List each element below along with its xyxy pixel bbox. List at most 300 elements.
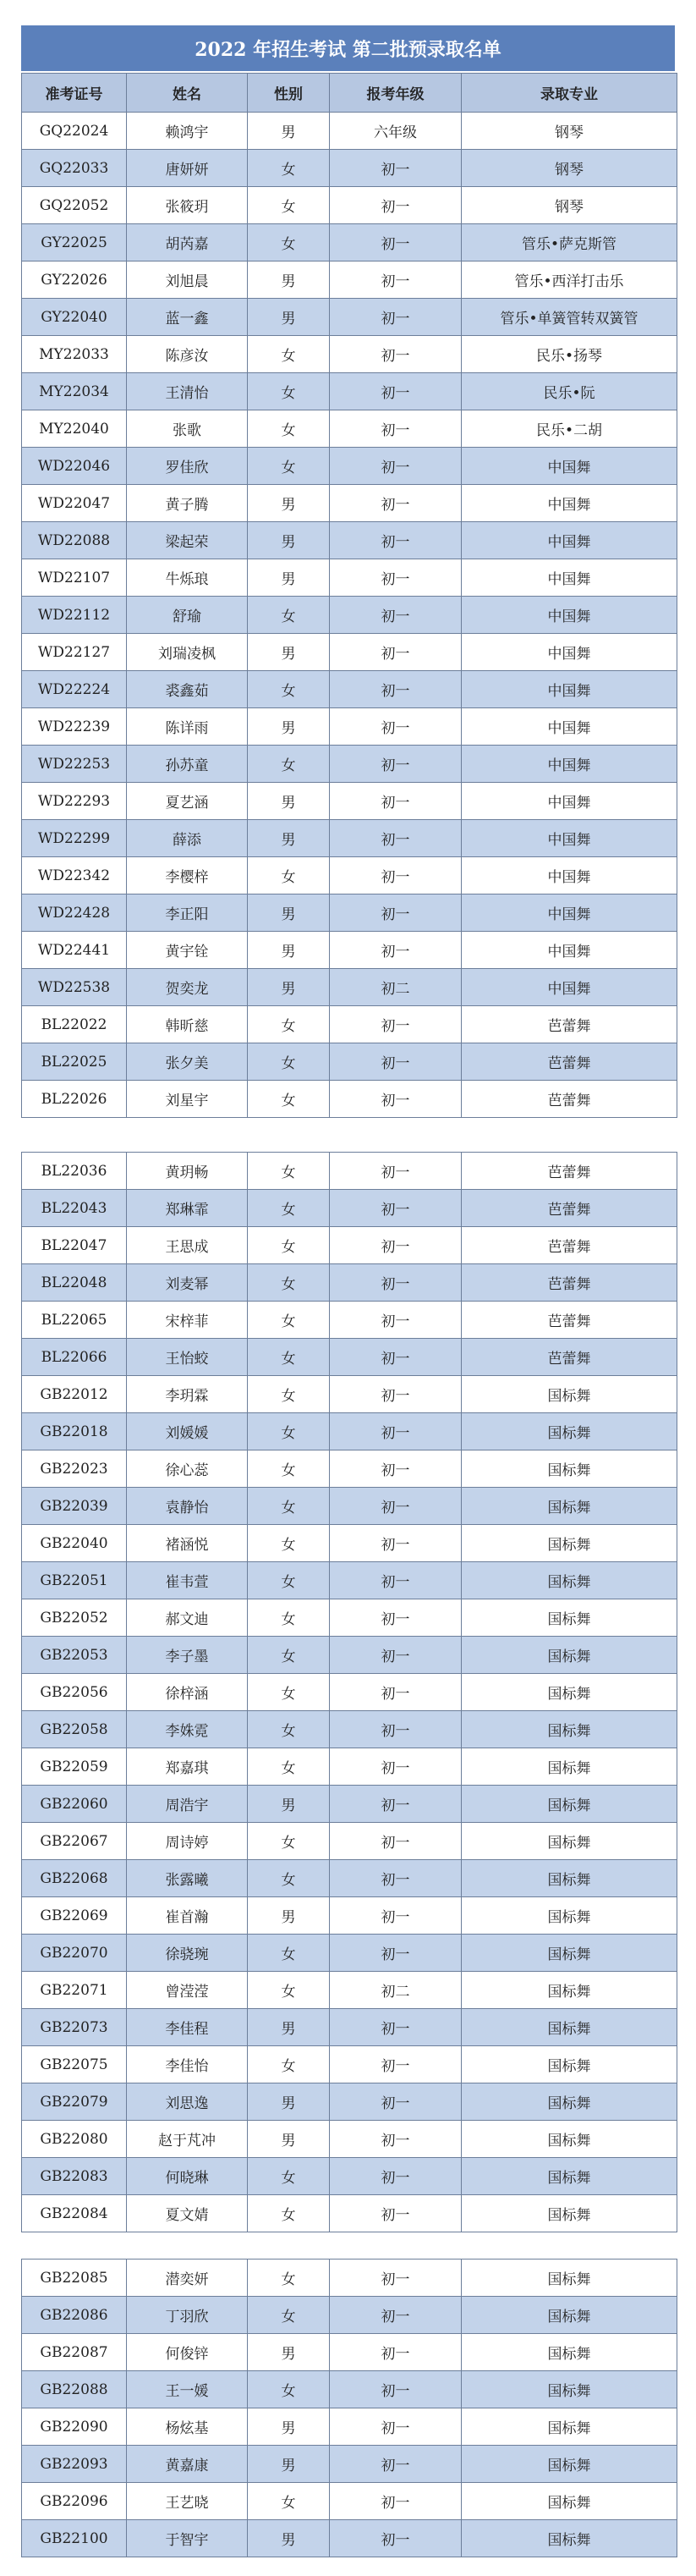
cell-gender: 男	[248, 634, 330, 671]
cell-gender: 男	[248, 969, 330, 1006]
cell-exam-number: WD22107	[22, 559, 127, 597]
cell-name: 于智宇	[127, 2520, 248, 2557]
cell-exam-number: WD22046	[22, 448, 127, 485]
cell-major: 国标舞	[462, 1525, 677, 1562]
table-row	[22, 2158, 677, 2195]
cell-gender: 女	[248, 1562, 330, 1599]
cell-gender: 女	[248, 2483, 330, 2520]
cell-name: 李姝霓	[127, 1711, 248, 1748]
cell-gender: 女	[248, 2371, 330, 2408]
cell-exam-number: GB22069	[22, 1897, 127, 1935]
cell-exam-number: WD22239	[22, 708, 127, 746]
cell-gender: 女	[248, 2195, 330, 2232]
table-row	[22, 299, 677, 336]
cell-grade: 初一	[330, 2046, 462, 2083]
cell-major: 国标舞	[462, 2334, 677, 2371]
cell-exam-number: GB22070	[22, 1935, 127, 1972]
cell-exam-number: BL22043	[22, 1190, 127, 1227]
cell-exam-number: GB22080	[22, 2121, 127, 2158]
cell-exam-number: BL22026	[22, 1081, 127, 1118]
cell-major: 国标舞	[462, 1748, 677, 1786]
cell-name: 黄子腾	[127, 485, 248, 522]
cell-major: 国标舞	[462, 1972, 677, 2009]
table-row	[22, 1711, 677, 1748]
cell-gender: 女	[248, 1711, 330, 1748]
cell-exam-number: GB22093	[22, 2446, 127, 2483]
cell-grade: 初一	[330, 820, 462, 857]
table-row	[22, 2297, 677, 2334]
cell-grade: 初一	[330, 2009, 462, 2046]
table-row	[22, 1599, 677, 1637]
cell-grade: 初一	[330, 1339, 462, 1376]
cell-exam-number: MY22033	[22, 336, 127, 373]
cell-exam-number: GY22025	[22, 224, 127, 261]
table-row	[22, 894, 677, 932]
table-row	[22, 1935, 677, 1972]
cell-grade: 初一	[330, 746, 462, 783]
cell-name: 褚涵悦	[127, 1525, 248, 1562]
cell-name: 王清怡	[127, 373, 248, 410]
cell-gender: 女	[248, 1637, 330, 1674]
cell-grade: 初一	[330, 1599, 462, 1637]
cell-grade: 初一	[330, 1006, 462, 1043]
cell-name: 薛添	[127, 820, 248, 857]
cell-grade: 六年级	[330, 113, 462, 150]
cell-major: 芭蕾舞	[462, 1302, 677, 1339]
cell-name: 周浩宇	[127, 1786, 248, 1823]
cell-gender: 男	[248, 1786, 330, 1823]
cell-grade: 初一	[330, 224, 462, 261]
table-row	[22, 1860, 677, 1897]
cell-major: 国标舞	[462, 1860, 677, 1897]
table-row	[22, 373, 677, 410]
table-row	[22, 857, 677, 894]
cell-major: 中国舞	[462, 932, 677, 969]
cell-gender: 女	[248, 1972, 330, 2009]
column-header-name: 姓名	[127, 74, 248, 113]
cell-gender: 男	[248, 559, 330, 597]
cell-major: 国标舞	[462, 1562, 677, 1599]
cell-exam-number: WD22299	[22, 820, 127, 857]
table-row	[22, 783, 677, 820]
cell-gender: 男	[248, 261, 330, 299]
table-row	[22, 708, 677, 746]
cell-name: 张筱玥	[127, 187, 248, 224]
cell-name: 黄玥畅	[127, 1153, 248, 1190]
table-row	[22, 2334, 677, 2371]
cell-grade: 初一	[330, 2520, 462, 2557]
cell-name: 牛烁琅	[127, 559, 248, 597]
cell-exam-number: GB22088	[22, 2371, 127, 2408]
cell-major: 芭蕾舞	[462, 1227, 677, 1264]
table-row	[22, 2520, 677, 2557]
cell-major: 民乐•阮	[462, 373, 677, 410]
cell-major: 国标舞	[462, 1711, 677, 1748]
cell-name: 张夕美	[127, 1043, 248, 1081]
cell-major: 中国舞	[462, 522, 677, 559]
cell-major: 国标舞	[462, 2297, 677, 2334]
table-row	[22, 522, 677, 559]
cell-grade: 初一	[330, 336, 462, 373]
cell-name: 王艺晓	[127, 2483, 248, 2520]
cell-name: 杨炫基	[127, 2408, 248, 2446]
cell-gender: 男	[248, 708, 330, 746]
table-row	[22, 1376, 677, 1413]
cell-name: 宋梓菲	[127, 1302, 248, 1339]
table-body-part-1	[22, 113, 677, 1118]
cell-gender: 男	[248, 2446, 330, 2483]
table-header-row	[22, 74, 677, 113]
cell-grade: 初一	[330, 1227, 462, 1264]
cell-name: 郑琳霏	[127, 1190, 248, 1227]
cell-grade: 初一	[330, 299, 462, 336]
cell-gender: 女	[248, 150, 330, 187]
table-row	[22, 2195, 677, 2232]
cell-exam-number: GB22073	[22, 2009, 127, 2046]
cell-major: 国标舞	[462, 2371, 677, 2408]
cell-exam-number: GB22068	[22, 1860, 127, 1897]
cell-major: 国标舞	[462, 1674, 677, 1711]
cell-grade: 初一	[330, 1897, 462, 1935]
cell-name: 崔韦萱	[127, 1562, 248, 1599]
cell-major: 国标舞	[462, 2158, 677, 2195]
column-header-gender: 性别	[248, 74, 330, 113]
cell-grade: 初一	[330, 1450, 462, 1488]
table-row	[22, 2009, 677, 2046]
cell-exam-number: GB22051	[22, 1562, 127, 1599]
cell-name: 李正阳	[127, 894, 248, 932]
cell-name: 崔首瀚	[127, 1897, 248, 1935]
table-row	[22, 1081, 677, 1118]
cell-exam-number: WD22253	[22, 746, 127, 783]
cell-grade: 初一	[330, 187, 462, 224]
cell-major: 中国舞	[462, 559, 677, 597]
cell-exam-number: GB22012	[22, 1376, 127, 1413]
cell-name: 黄宇铨	[127, 932, 248, 969]
table-row	[22, 1339, 677, 1376]
cell-gender: 女	[248, 1748, 330, 1786]
table-row	[22, 634, 677, 671]
table-row	[22, 2446, 677, 2483]
cell-grade: 初一	[330, 1302, 462, 1339]
cell-exam-number: WD22342	[22, 857, 127, 894]
cell-grade: 初一	[330, 261, 462, 299]
table-row	[22, 746, 677, 783]
cell-name: 王怡蛟	[127, 1339, 248, 1376]
cell-grade: 初一	[330, 2334, 462, 2371]
cell-exam-number: GB22040	[22, 1525, 127, 1562]
cell-gender: 女	[248, 2297, 330, 2334]
cell-gender: 男	[248, 894, 330, 932]
cell-major: 中国舞	[462, 894, 677, 932]
cell-grade: 初一	[330, 1748, 462, 1786]
cell-name: 袁静怡	[127, 1488, 248, 1525]
table-row	[22, 1562, 677, 1599]
cell-major: 钢琴	[462, 187, 677, 224]
cell-gender: 女	[248, 224, 330, 261]
cell-major: 国标舞	[462, 1488, 677, 1525]
cell-grade: 初一	[330, 1525, 462, 1562]
cell-grade: 初一	[330, 1376, 462, 1413]
cell-gender: 女	[248, 2260, 330, 2297]
cell-major: 芭蕾舞	[462, 1006, 677, 1043]
table-row	[22, 1637, 677, 1674]
cell-grade: 初一	[330, 708, 462, 746]
cell-grade: 初一	[330, 2083, 462, 2121]
table-row	[22, 1302, 677, 1339]
admission-table-part-3	[21, 2259, 677, 2557]
cell-name: 李佳怡	[127, 2046, 248, 2083]
table-row	[22, 410, 677, 448]
cell-gender: 女	[248, 1599, 330, 1637]
cell-gender: 男	[248, 522, 330, 559]
cell-exam-number: GB22059	[22, 1748, 127, 1786]
cell-major: 中国舞	[462, 746, 677, 783]
cell-grade: 初一	[330, 671, 462, 708]
cell-gender: 男	[248, 783, 330, 820]
cell-name: 夏文婧	[127, 2195, 248, 2232]
column-header-exam-number: 准考证号	[22, 74, 127, 113]
cell-name: 蓝一鑫	[127, 299, 248, 336]
cell-gender: 女	[248, 187, 330, 224]
cell-exam-number: GB22096	[22, 2483, 127, 2520]
cell-exam-number: GY22026	[22, 261, 127, 299]
cell-exam-number: MY22034	[22, 373, 127, 410]
cell-grade: 初一	[330, 597, 462, 634]
cell-gender: 女	[248, 1043, 330, 1081]
cell-grade: 初一	[330, 410, 462, 448]
cell-exam-number: WD22224	[22, 671, 127, 708]
cell-exam-number: GB22056	[22, 1674, 127, 1711]
cell-name: 徐梓涵	[127, 1674, 248, 1711]
table-row	[22, 113, 677, 150]
cell-grade: 初一	[330, 783, 462, 820]
cell-major: 中国舞	[462, 448, 677, 485]
cell-name: 李玥霖	[127, 1376, 248, 1413]
cell-grade: 初一	[330, 2483, 462, 2520]
cell-major: 国标舞	[462, 2408, 677, 2446]
cell-grade: 初一	[330, 559, 462, 597]
cell-exam-number: MY22040	[22, 410, 127, 448]
cell-exam-number: GB22087	[22, 2334, 127, 2371]
table-row	[22, 1006, 677, 1043]
cell-major: 芭蕾舞	[462, 1264, 677, 1302]
cell-grade: 初一	[330, 1674, 462, 1711]
cell-name: 刘星宇	[127, 1081, 248, 1118]
cell-gender: 女	[248, 1302, 330, 1339]
table-row	[22, 1525, 677, 1562]
cell-gender: 女	[248, 1227, 330, 1264]
cell-major: 国标舞	[462, 1897, 677, 1935]
table-row	[22, 187, 677, 224]
cell-name: 舒瑜	[127, 597, 248, 634]
cell-gender: 女	[248, 1860, 330, 1897]
cell-gender: 女	[248, 857, 330, 894]
cell-major: 中国舞	[462, 857, 677, 894]
cell-name: 陈彦汝	[127, 336, 248, 373]
cell-name: 夏艺涵	[127, 783, 248, 820]
cell-major: 国标舞	[462, 1637, 677, 1674]
table-row	[22, 2483, 677, 2520]
table-row	[22, 485, 677, 522]
cell-major: 国标舞	[462, 1413, 677, 1450]
table-row	[22, 2083, 677, 2121]
table-row	[22, 1264, 677, 1302]
cell-grade: 初一	[330, 2260, 462, 2297]
cell-name: 刘媛媛	[127, 1413, 248, 1450]
cell-major: 钢琴	[462, 150, 677, 187]
cell-grade: 初一	[330, 2297, 462, 2334]
cell-exam-number: WD22047	[22, 485, 127, 522]
table-row	[22, 559, 677, 597]
cell-gender: 男	[248, 299, 330, 336]
table-row	[22, 1674, 677, 1711]
cell-grade: 初一	[330, 634, 462, 671]
cell-gender: 女	[248, 1935, 330, 1972]
cell-name: 贺奕龙	[127, 969, 248, 1006]
cell-name: 刘旭晨	[127, 261, 248, 299]
cell-major: 芭蕾舞	[462, 1081, 677, 1118]
cell-gender: 女	[248, 1376, 330, 1413]
cell-grade: 初一	[330, 1043, 462, 1081]
cell-grade: 初一	[330, 1153, 462, 1190]
cell-exam-number: GQ22024	[22, 113, 127, 150]
table-row	[22, 2408, 677, 2446]
table-row	[22, 1153, 677, 1190]
cell-name: 徐骁琬	[127, 1935, 248, 1972]
cell-major: 国标舞	[462, 1376, 677, 1413]
cell-gender: 女	[248, 1006, 330, 1043]
cell-name: 刘麦幂	[127, 1264, 248, 1302]
cell-exam-number: BL22047	[22, 1227, 127, 1264]
cell-name: 裘鑫茹	[127, 671, 248, 708]
cell-major: 国标舞	[462, 1786, 677, 1823]
cell-gender: 男	[248, 932, 330, 969]
cell-grade: 初一	[330, 373, 462, 410]
table-row	[22, 1190, 677, 1227]
table-row	[22, 336, 677, 373]
table-row	[22, 2121, 677, 2158]
cell-major: 芭蕾舞	[462, 1339, 677, 1376]
cell-exam-number: BL22022	[22, 1006, 127, 1043]
cell-gender: 女	[248, 1413, 330, 1450]
cell-major: 中国舞	[462, 969, 677, 1006]
cell-name: 王思成	[127, 1227, 248, 1264]
cell-grade: 初一	[330, 522, 462, 559]
table-row	[22, 1897, 677, 1935]
cell-name: 刘瑞凌枫	[127, 634, 248, 671]
table-row	[22, 820, 677, 857]
cell-exam-number: GB22079	[22, 2083, 127, 2121]
cell-name: 张露曦	[127, 1860, 248, 1897]
cell-grade: 初一	[330, 1190, 462, 1227]
cell-name: 陈详雨	[127, 708, 248, 746]
cell-gender: 男	[248, 820, 330, 857]
column-header-grade: 报考年级	[330, 74, 462, 113]
cell-exam-number: GB22086	[22, 2297, 127, 2334]
cell-major: 国标舞	[462, 2520, 677, 2557]
cell-gender: 女	[248, 1153, 330, 1190]
cell-exam-number: GB22085	[22, 2260, 127, 2297]
cell-name: 李樱梓	[127, 857, 248, 894]
cell-grade: 初一	[330, 1488, 462, 1525]
cell-name: 赖鸿宇	[127, 113, 248, 150]
table-row	[22, 2046, 677, 2083]
cell-gender: 女	[248, 1190, 330, 1227]
cell-grade: 初一	[330, 932, 462, 969]
cell-name: 梁起荣	[127, 522, 248, 559]
cell-gender: 女	[248, 1525, 330, 1562]
cell-name: 徐心蕊	[127, 1450, 248, 1488]
table-body-part-2	[22, 1153, 677, 2232]
cell-exam-number: WD22293	[22, 783, 127, 820]
cell-name: 刘思逸	[127, 2083, 248, 2121]
cell-major: 国标舞	[462, 2195, 677, 2232]
table-row	[22, 1786, 677, 1823]
cell-major: 中国舞	[462, 820, 677, 857]
table-body-part-3	[22, 2260, 677, 2557]
table-row	[22, 1488, 677, 1525]
cell-gender: 男	[248, 113, 330, 150]
cell-name: 孙苏童	[127, 746, 248, 783]
cell-major: 国标舞	[462, 2009, 677, 2046]
cell-major: 中国舞	[462, 485, 677, 522]
cell-gender: 女	[248, 2046, 330, 2083]
cell-grade: 初二	[330, 1972, 462, 2009]
table-row	[22, 932, 677, 969]
cell-exam-number: WD22441	[22, 932, 127, 969]
cell-major: 中国舞	[462, 634, 677, 671]
cell-name: 曾滢滢	[127, 1972, 248, 2009]
cell-exam-number: GQ22052	[22, 187, 127, 224]
cell-grade: 初一	[330, 1562, 462, 1599]
cell-gender: 女	[248, 1823, 330, 1860]
cell-gender: 女	[248, 1081, 330, 1118]
cell-grade: 初一	[330, 857, 462, 894]
cell-gender: 女	[248, 746, 330, 783]
cell-exam-number: WD22088	[22, 522, 127, 559]
table-row	[22, 1972, 677, 2009]
cell-grade: 初一	[330, 894, 462, 932]
cell-exam-number: BL22048	[22, 1264, 127, 1302]
table-row	[22, 597, 677, 634]
table-row	[22, 1748, 677, 1786]
table-row	[22, 1043, 677, 1081]
table-row	[22, 1823, 677, 1860]
table-row	[22, 150, 677, 187]
table-row	[22, 448, 677, 485]
cell-exam-number: GB22071	[22, 1972, 127, 2009]
cell-name: 何晓琳	[127, 2158, 248, 2195]
cell-grade: 初一	[330, 2408, 462, 2446]
cell-gender: 男	[248, 1897, 330, 1935]
cell-major: 钢琴	[462, 113, 677, 150]
cell-name: 潜奕妍	[127, 2260, 248, 2297]
admission-table-part-2	[21, 1152, 677, 2232]
cell-grade: 初一	[330, 1786, 462, 1823]
cell-exam-number: BL22066	[22, 1339, 127, 1376]
table-row	[22, 2260, 677, 2297]
cell-major: 国标舞	[462, 2083, 677, 2121]
cell-name: 赵于芃冲	[127, 2121, 248, 2158]
cell-exam-number: BL22036	[22, 1153, 127, 1190]
table-row	[22, 1413, 677, 1450]
cell-gender: 男	[248, 2083, 330, 2121]
cell-exam-number: GB22060	[22, 1786, 127, 1823]
admission-table-part-1	[21, 73, 677, 1118]
cell-exam-number: GQ22033	[22, 150, 127, 187]
cell-major: 民乐•二胡	[462, 410, 677, 448]
